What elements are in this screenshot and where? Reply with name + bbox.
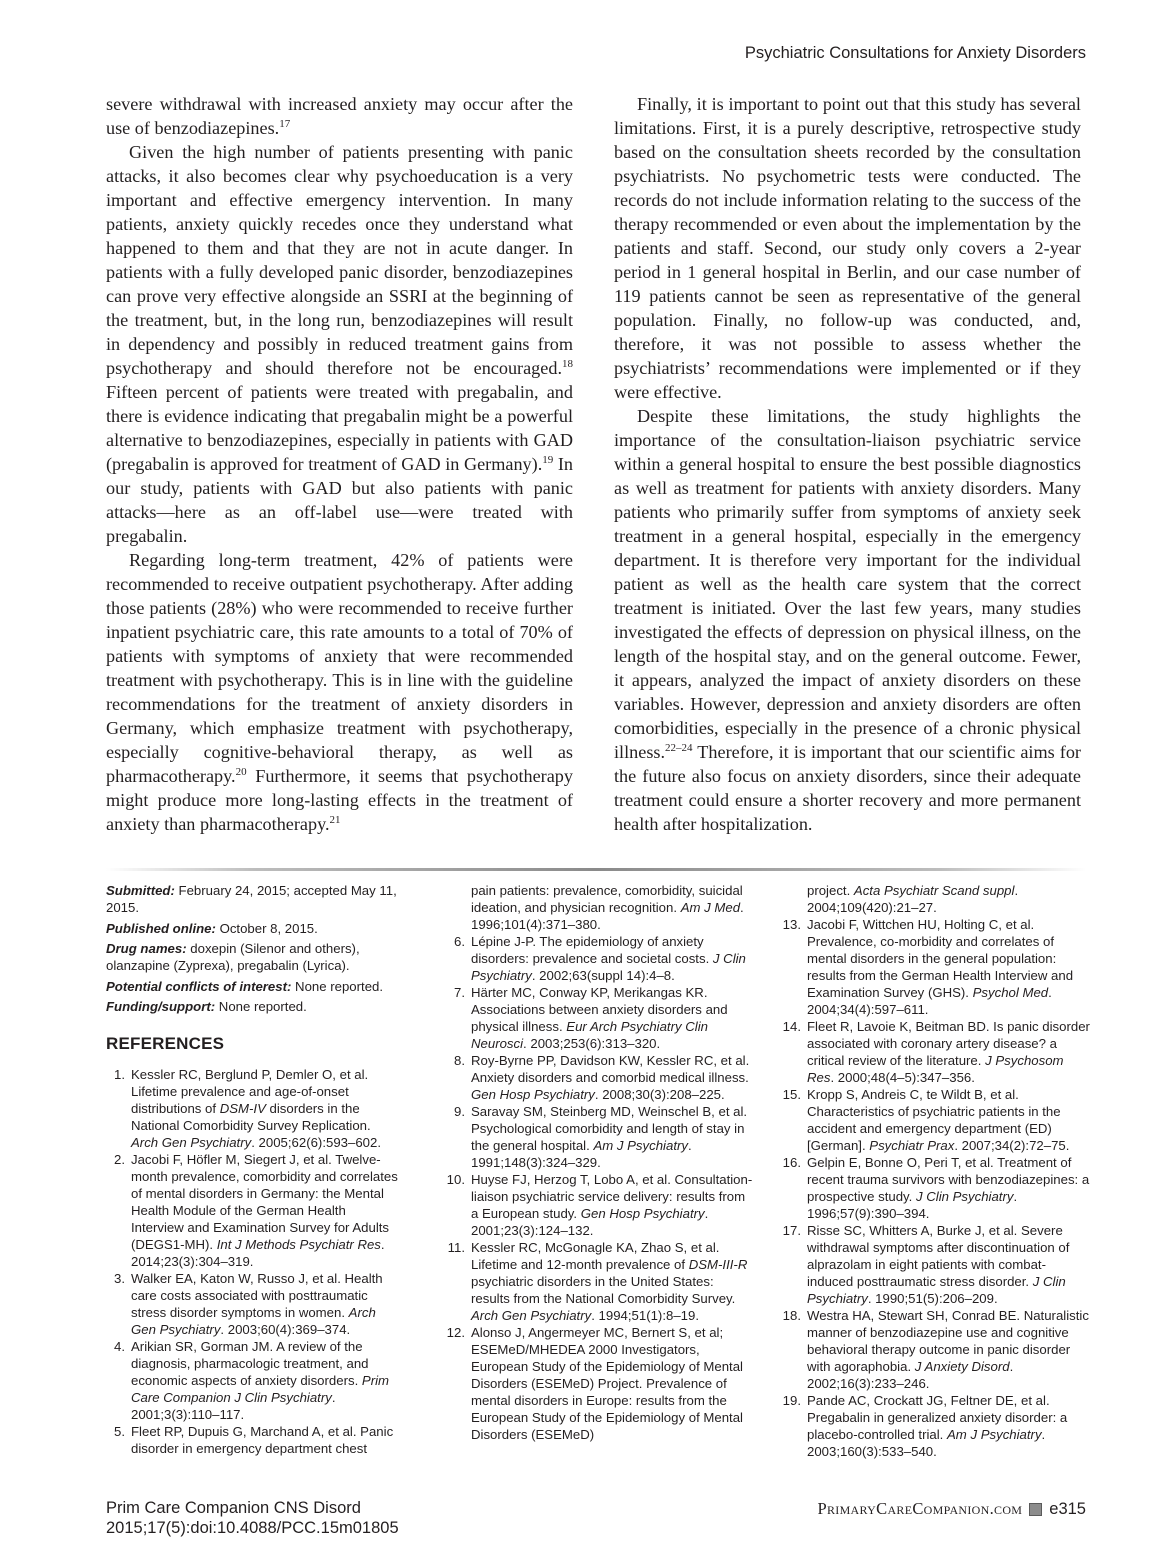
meta-label: Drug names: — [106, 941, 187, 956]
reference-item: 2. Jacobi F, Höfler M, Siegert J, et al. Twelve-month prevalence, comorbidity and correlates of mental disorders in Germany: the Mental Health Module of the German Health Interview and Examination Survey for Adults (DEGS1-MH). Int J Methods Psychiatr Res. 2014;23(3):304–319. — [106, 1151, 398, 1270]
body-paragraph: Given the high number of patients presenting with panic attacks, it also becomes clear why psychoeducation is a very important and effective emergency intervention. In many patients, anxiety quickly recedes once they understand what happened to them and that they are not in acute danger. In patients with a fully developed panic disorder, benzodiazepines can prove very effective alongside an SSRI at the beginning of the treatment, but, in the long run, benzodiazepines will result in dependency and possibly in reduced treatment gains from psychotherapy and should therefore not be encouraged.$^{18}$ Fifteen percent of patients were treated with pregabalin, and there is evidence indicating that pregabalin might be a powerful alternative to benzodiazepines, especially in patients with GAD (pregabalin is approved for treatment of GAD in Germany).$^{19}$ In our study, patients with GAD but also patients with panic attacks—here as an off-label use—were treated with pregabalin. — [106, 142, 573, 546]
reference-item: 19. Pande AC, Crockatt JG, Feltner DE, et al. Pregabalin in generalized anxiety disorder: a placebo-controlled trial. Am J Psychiatry. 2003;160(3):533–540. — [782, 1393, 1068, 1459]
reference-number: 18. — [782, 1308, 801, 1323]
reference-number: 8. — [454, 1053, 465, 1068]
footer-site — [818, 1499, 1086, 1519]
reference-number: 11. — [447, 1240, 465, 1255]
reference-item: 8. Roy-Byrne PP, Davidson KW, Kessler RC, et al. Anxiety disorders and comorbid medical illness. Gen Hosp Psychiatry. 2008;30(3):208–225. — [446, 1052, 756, 1103]
references-heading: REFERENCES — [106, 1034, 225, 1053]
reference-number: 1. — [114, 1067, 125, 1082]
reference-number: 3. — [114, 1271, 125, 1286]
page-number: e315 — [1049, 1499, 1086, 1518]
journal-title: Psychol Med — [972, 985, 1049, 1000]
reference-list — [106, 1066, 398, 1457]
reference-item: 15. Kropp S, Andreis C, te Wildt B, et al. Characteristics of psychiatric patients in the accident and emergency department (ED) [German]. Psychiatr Prax. 2007;34(2):72–75. — [782, 1087, 1070, 1153]
journal-title: Gen Hosp Psychiatry — [580, 1206, 705, 1221]
reference-item: 14. Fleet R, Lavoie K, Beitman BD. Is panic disorder associated with coronary artery disease? a critical review of the literature. J Psychosom Res. 2000;48(4–5):347–356. — [782, 1019, 1090, 1085]
article-meta — [106, 882, 398, 1015]
reference-number: 13. — [782, 917, 801, 932]
journal-title: DSM-III-R — [688, 1257, 748, 1272]
reference-number: 14. — [782, 1019, 801, 1034]
reference-item: 11. Kessler RC, McGonagle KA, Zhao S, et al. Lifetime and 12-month prevalence of DSM-III-R psychiatric disorders in the United States: results from the National Comorbidity Survey. Arch Gen Psychiatry. 1994;51(1):8–19. — [447, 1240, 748, 1323]
reference-item: 6. Lépine J-P. The epidemiology of anxiety disorders: prevalence and societal costs. J Clin Psychiatry. 2002;63(suppl 14):4–8. — [446, 933, 756, 984]
body-paragraph: Regarding long-term treatment, 42% of patients were recommended to receive outpatient psychotherapy. After adding those patients (28%) who were recommended to receive further inpatient psychiatric care, this rate amounts to a total of 70% of patients with symptoms of anxiety that were recommended treatment with psychotherapy. This is in line with the guideline recommendations for the treatment of anxiety disorders in Germany, which emphasize treatment with psychotherapy, especially cognitive-behavioral therapy, as well as pharmacotherapy.$^{20}$ Furthermore, it seems that psychotherapy might produce more long-lasting effects in the treatment of anxiety than pharmacotherapy.$^{21}$ — [106, 550, 573, 834]
journal-title: Gen Hosp Psychiatry — [471, 1087, 595, 1102]
journal-title: Acta Psychiatr Scand suppl — [853, 883, 1015, 898]
square-icon — [1029, 1503, 1042, 1516]
reference-item: pain patients: prevalence, comorbidity, suicidal ideation, and physician recognition. Am J Med. 1996;101(4):371–380. — [471, 883, 744, 932]
journal-title: Arch Gen Psychiatry — [131, 1135, 252, 1150]
citation-superscript: 18 — [562, 358, 573, 370]
reference-item: 12. Alonso J, Angermeyer MC, Bernert S, et al; ESEMeD/MHEDEA 2000 Investigators, European Study of the Epidemiology of Mental Disorders (ESEMeD) Project. Prevalence of mental disorders in Europe: results from the European Study of the Epidemiology of Mental Disorders (ESEMeD) — [446, 1325, 743, 1442]
reference-number: 6. — [454, 934, 465, 949]
reference-number: 9. — [454, 1104, 465, 1119]
reference-item: 1. Kessler RC, Berglund P, Demler O, et al. Lifetime prevalence and age-of-onset distributions of DSM-IV disorders in the National Comorbidity Survey Replication. Arch Gen Psychiatry. 2005;62(6):593–602. — [106, 1066, 398, 1151]
footer-site-name[interactable]: PrimaryCareCompanion.com — [817, 1499, 1023, 1518]
journal-title: Psychiatr Prax — [869, 1138, 955, 1153]
reference-list — [782, 882, 1092, 1460]
reference-item: 17. Risse SC, Whitters A, Burke J, et al. Severe withdrawal symptoms after discontinuation of alprazolam in eight patients with combat-induced posttraumatic stress disorder. J Clin Psychiatry. 1990;51(5):206–209. — [782, 1223, 1070, 1306]
body-paragraph: Despite these limitations, the study highlights the importance of the consultation-liaison psychiatric service within a general hospital to ensure the best possible diagnostics as well as treatment for patients with anxiety disorders. Many patients who primarily suffer from symptoms of anxiety seek treatment in a general hospital, especially in the emergency department. It is therefore very important for the individual patient as well as the health care system that the correct treatment is initiated. Over the last few years, many studies investigated the effects of depression on physical illness, on the length of the hospital stay, and on the general outcome. Fewer, it appears, analyzed the impact of anxiety disorders on these variables. However, depression and anxiety disorders are often comorbidities, especially in the presence of a chronic physical illness.$^{22-24}$ Therefore, it is important that our scientific aims for the future also focus on anxiety disorders, since their adequate treatment could ensure a shorter recovery and more permanent health after hospitalization. — [614, 406, 1081, 834]
journal-title: J Clin Psychiatry — [915, 1189, 1014, 1204]
journal-title: Am J Psychiatry — [947, 1427, 1042, 1442]
meta-label: Potential conflicts of interest: — [106, 978, 292, 994]
journal-title: J Anxiety Disord — [914, 1359, 1010, 1374]
reference-item: 16. Gelpin E, Bonne O, Peri T, et al. Treatment of recent trauma survivors with benzodiazepines: a prospective study. J Clin Psychiatry. 1996;57(9):390–394. — [782, 1155, 1090, 1221]
reference-number: 15. — [782, 1087, 801, 1102]
references-column-3 — [782, 882, 1092, 1460]
citation-superscript: 17 — [279, 118, 291, 130]
body-paragraph: severe withdrawal with increased anxiety may occur after the use of benzodiazepines.$^{17}$ — [106, 94, 573, 138]
meta-label: Published online: — [106, 920, 216, 936]
journal-title: Eur Arch Psychiatry Clin Neurosci — [471, 1019, 708, 1051]
journal-title: J Clin Psychiatry — [471, 951, 746, 983]
running-head: Psychiatric Consultations for Anxiety Disorders — [744, 44, 1086, 62]
reference-number: 19. — [782, 1393, 801, 1408]
meta-line: Potential conflicts of interest: None reported. — [106, 978, 384, 994]
reference-list — [446, 882, 756, 1443]
reference-item: project. Acta Psychiatr Scand suppl. 2004;109(420):21–27. — [807, 883, 1019, 915]
meta-line: Published online: October 8, 2015. — [106, 920, 318, 936]
journal-title: Arch Gen Psychiatry — [131, 1305, 376, 1337]
reference-item: 13. Jacobi F, Wittchen HU, Holting C, et al. Prevalence, co-morbidity and correlates of mental disorders in the general population: results from the German Health Interview and Examination Survey (GHS). Psychol Med. 2004;34(4):597–611. — [782, 917, 1074, 1017]
references-column-1 — [106, 882, 398, 1457]
reference-number: 4. — [114, 1339, 125, 1354]
journal-title: Arch Gen Psychiatry — [471, 1308, 592, 1323]
meta-line: Submitted: February 24, 2015; accepted May 11, 2015. — [106, 883, 397, 915]
reference-item: 4. Arikian SR, Gorman JM. A review of the diagnosis, pharmacologic treatment, and economic aspects of anxiety disorders. Prim Care Companion J Clin Psychiatry. 2001;3(3):110–117. — [106, 1338, 398, 1423]
journal-title: Int J Methods Psychiatr Res — [216, 1237, 381, 1252]
footer-journal: Prim Care Companion CNS Disord — [106, 1499, 361, 1517]
reference-item: 5. Fleet RP, Dupuis G, Marchand A, et al. Panic disorder in emergency department chest — [106, 1423, 398, 1457]
reference-item: 9. Saravay SM, Steinberg MD, Weinschel B, et al. Psychological comorbidity and length of stay in the general hospital. Am J Psychiatry. 1991;148(3):324–329. — [446, 1103, 756, 1171]
reference-item: 18. Westra HA, Stewart SH, Conrad BE. Naturalistic manner of benzodiazepine use and cognitive behavioral therapy outcome in panic disorder with agoraphobia. J Anxiety Disord. 2002;16(3):233–246. — [782, 1308, 1089, 1391]
reference-number: 2. — [114, 1152, 125, 1167]
body-column-right — [614, 92, 1081, 836]
footer-citation — [106, 1498, 399, 1538]
citation-superscript: 21 — [329, 814, 341, 826]
meta-line: Drug names: doxepin (Silenor and others), olanzapine (Zyprexa), pregabalin (Lyrica). — [106, 941, 360, 973]
reference-number: 17. — [782, 1223, 801, 1238]
body-column-left — [106, 92, 573, 836]
reference-number: 5. — [114, 1424, 125, 1439]
meta-label: Submitted: — [106, 883, 175, 898]
body-paragraph: Finally, it is important to point out that this study has several limitations. First, it is a purely descriptive, retrospective study based on the consultation sheets recorded by the consultation psychiatrists. No psychometric tests were conducted. The records do not include information relating to the success of the therapy recommended or even about the implementation by the patients and staff. Second, our study only covers a 2-year period in 1 general hospital in Berlin, and our case number of 119 patients cannot be seen as representative of the general population. Finally, no follow-up was conducted, and, therefore, it was not possible to assess whether the psychiatrists’ recommendations were implemented or if they were effective. — [614, 94, 1081, 402]
journal-title: DSM-IV — [219, 1101, 266, 1116]
journal-title: Am J Psychiatry — [593, 1138, 688, 1153]
section-divider — [106, 868, 1086, 871]
reference-item: 3. Walker EA, Katon W, Russo J, et al. Health care costs associated with posttraumatic stress disorder symptoms in women. Arch Gen Psychiatry. 2003;60(4):369–374. — [106, 1270, 398, 1338]
meta-label: Funding/support: — [106, 999, 216, 1014]
citation-superscript: 22–24 — [665, 742, 693, 754]
citation-superscript: 19 — [542, 454, 554, 466]
reference-number: 16. — [782, 1155, 801, 1170]
reference-item: 7. Härter MC, Conway KP, Merikangas KR. Associations between anxiety disorders and physical illness. Eur Arch Psychiatry Clin Neurosci. 2003;253(6):313–320. — [446, 984, 756, 1052]
meta-line: Funding/support: None reported. — [106, 999, 307, 1014]
journal-title: Prim Care Companion J Clin Psychiatry — [131, 1373, 390, 1405]
reference-number: 10. — [446, 1172, 465, 1187]
citation-superscript: 20 — [235, 766, 247, 778]
journal-title: Am J Med — [680, 900, 741, 915]
journal-title: J Clin Psychiatry — [807, 1274, 1066, 1306]
reference-item: 10. Huyse FJ, Herzog T, Lobo A, et al. Consultation-liaison psychiatric service delivery: results from a European study. Gen Hosp Psychiatry. 2001;23(3):124–132. — [446, 1172, 753, 1238]
reference-number: 7. — [454, 985, 465, 1000]
references-column-2 — [446, 882, 756, 1443]
footer-doi: 2015;17(5):doi:10.4088/PCC.15m01805 — [106, 1519, 399, 1537]
reference-number: 12. — [446, 1325, 465, 1340]
journal-title: J Psychosom Res — [807, 1053, 1064, 1085]
